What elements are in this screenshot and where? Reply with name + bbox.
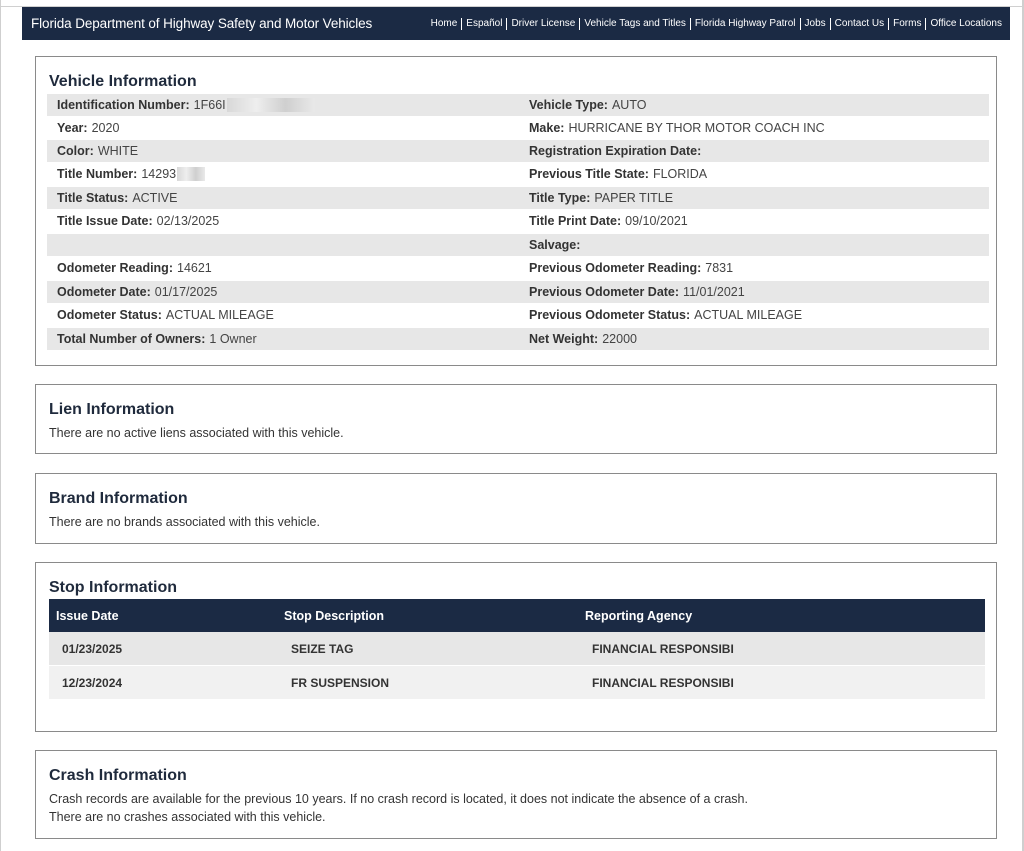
previous-odometer-status-label: Previous Odometer Status: bbox=[529, 308, 691, 322]
stop-description: SEIZE TAG bbox=[291, 641, 354, 656]
odometer-status-label: Odometer Status: bbox=[57, 308, 162, 322]
crash-availability-message: Crash records are available for the previous 10 years. If no crash record is located, it does not indicate the absence of a crash. bbox=[49, 792, 748, 806]
odometer-reading-value: 14621 bbox=[177, 261, 212, 275]
previous-odometer-date-value: 11/01/2021 bbox=[683, 285, 745, 299]
lien-information-panel bbox=[35, 384, 997, 454]
title-status-label: Title Status: bbox=[57, 191, 129, 205]
brand-information-heading: Brand Information bbox=[49, 490, 188, 507]
window-top-edge bbox=[0, 0, 1024, 7]
crash-information-heading: Crash Information bbox=[49, 767, 187, 784]
nav-forms[interactable]: Forms bbox=[888, 18, 925, 30]
vehicle-row bbox=[47, 328, 989, 350]
vehicle-information-panel bbox=[35, 56, 997, 366]
registration-expiration-label: Registration Expiration Date: bbox=[529, 144, 702, 158]
vin-value: 1F66I bbox=[193, 98, 226, 112]
vin-label: Identification Number: bbox=[57, 98, 190, 112]
brand-message: There are no brands associated with this vehicle. bbox=[49, 515, 320, 529]
lien-information-heading: Lien Information bbox=[49, 401, 175, 418]
net-weight-value: 22000 bbox=[602, 332, 637, 346]
color-label: Color: bbox=[57, 144, 94, 158]
vehicle-row bbox=[47, 304, 989, 326]
vehicle-row bbox=[47, 281, 989, 303]
title-number-label: Title Number: bbox=[57, 167, 138, 181]
stop-reporting-agency: FINANCIAL RESPONSIBI bbox=[592, 641, 734, 656]
year-label: Year: bbox=[57, 121, 88, 135]
odometer-status-value: ACTUAL MILEAGE bbox=[165, 308, 274, 322]
year-value: 2020 bbox=[91, 121, 120, 135]
stop-information-panel bbox=[35, 562, 997, 732]
lien-message: There are no active liens associated with this vehicle. bbox=[49, 426, 344, 440]
vehicle-row bbox=[47, 163, 989, 185]
site-title[interactable]: Florida Department of Highway Safety and Motor Vehicles bbox=[31, 16, 373, 31]
make-value: HURRICANE BY THOR MOTOR COACH INC bbox=[568, 121, 825, 135]
table-row bbox=[49, 666, 985, 699]
nav-driver-license[interactable]: Driver License bbox=[506, 18, 579, 30]
color-value: WHITE bbox=[97, 144, 139, 158]
make-label: Make: bbox=[529, 121, 565, 135]
nav-jobs[interactable]: Jobs bbox=[800, 18, 830, 30]
title-issue-date-label: Title Issue Date: bbox=[57, 214, 153, 228]
previous-odometer-status-value: ACTUAL MILEAGE bbox=[694, 308, 803, 322]
total-owners-value: 1 Owner bbox=[209, 332, 257, 346]
nav-contact-us[interactable]: Contact Us bbox=[830, 18, 888, 30]
brand-information-panel bbox=[35, 473, 997, 544]
odometer-date-value: 01/17/2025 bbox=[154, 285, 218, 299]
vehicle-row bbox=[47, 117, 989, 139]
title-print-date-value: 09/10/2021 bbox=[625, 214, 688, 228]
nav-highway-patrol[interactable]: Florida Highway Patrol bbox=[690, 18, 800, 30]
nav-home[interactable]: Home bbox=[430, 17, 458, 29]
redacted-mask bbox=[177, 167, 205, 181]
vehicle-type-label: Vehicle Type: bbox=[529, 98, 608, 112]
title-status-value: ACTIVE bbox=[132, 191, 178, 205]
odometer-reading-label: Odometer Reading: bbox=[57, 261, 173, 275]
total-owners-label: Total Number of Owners: bbox=[57, 332, 206, 346]
title-number-value: 14293 bbox=[141, 167, 177, 181]
previous-title-state-value: FLORIDA bbox=[652, 167, 708, 181]
net-weight-label: Net Weight: bbox=[529, 332, 599, 346]
site-header bbox=[22, 7, 1010, 40]
crash-none-message: There are no crashes associated with this vehicle. bbox=[49, 810, 326, 824]
vehicle-information-heading: Vehicle Information bbox=[49, 73, 197, 90]
vehicle-row bbox=[47, 187, 989, 209]
vehicle-type-value: AUTO bbox=[611, 98, 647, 112]
stop-issue-date: 12/23/2024 bbox=[62, 675, 123, 690]
column-reporting-agency: Reporting Agency bbox=[585, 608, 693, 623]
stop-table-header bbox=[49, 599, 985, 632]
nav-office-locations[interactable]: Office Locations bbox=[925, 18, 1002, 30]
vehicle-row bbox=[47, 210, 989, 232]
stop-information-heading: Stop Information bbox=[49, 579, 177, 596]
previous-odometer-reading-label: Previous Odometer Reading: bbox=[529, 261, 702, 275]
vehicle-row bbox=[47, 257, 989, 279]
table-row bbox=[49, 632, 985, 665]
title-type-label: Title Type: bbox=[529, 191, 591, 205]
previous-title-state-label: Previous Title State: bbox=[529, 167, 649, 181]
title-print-date-label: Title Print Date: bbox=[529, 214, 622, 228]
odometer-date-label: Odometer Date: bbox=[57, 285, 151, 299]
previous-odometer-date-label: Previous Odometer Date: bbox=[529, 285, 680, 299]
stop-description: FR SUSPENSION bbox=[291, 675, 390, 690]
previous-odometer-reading-value: 7831 bbox=[705, 261, 734, 275]
nav-vehicle-tags-titles[interactable]: Vehicle Tags and Titles bbox=[579, 18, 690, 30]
title-issue-date-value: 02/13/2025 bbox=[156, 214, 220, 228]
vehicle-row bbox=[47, 94, 989, 116]
redacted-mask bbox=[227, 98, 315, 112]
stop-issue-date: 01/23/2025 bbox=[62, 641, 123, 656]
column-stop-description: Stop Description bbox=[284, 608, 385, 623]
vehicle-row bbox=[47, 234, 989, 256]
stop-reporting-agency: FINANCIAL RESPONSIBI bbox=[592, 675, 734, 690]
vehicle-row bbox=[47, 140, 989, 162]
column-issue-date: Issue Date bbox=[56, 608, 119, 623]
crash-information-panel bbox=[35, 750, 997, 839]
title-type-value: PAPER TITLE bbox=[594, 191, 674, 205]
nav-espanol[interactable]: Español bbox=[461, 18, 506, 30]
salvage-label: Salvage: bbox=[529, 238, 581, 252]
window-left-edge bbox=[0, 0, 1, 851]
top-navigation bbox=[427, 18, 1002, 30]
